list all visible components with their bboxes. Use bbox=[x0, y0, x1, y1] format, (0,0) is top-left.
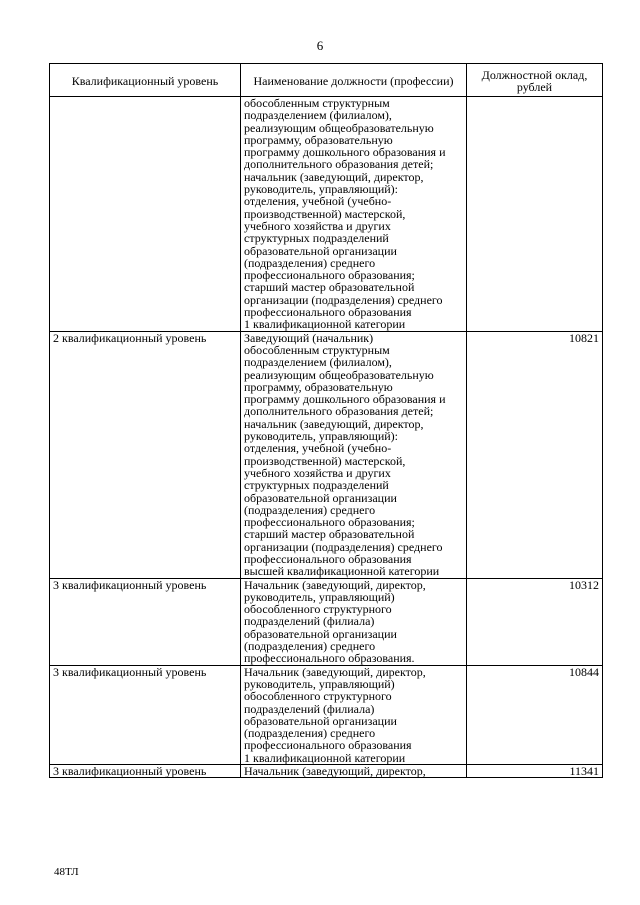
position-text-line: Начальник (заведующий, директор, bbox=[244, 577, 426, 592]
salary-cell: 10844 bbox=[467, 665, 603, 764]
position-text-line: профессионального образования bbox=[244, 551, 412, 566]
position-text-line: организации (подразделения) среднего bbox=[244, 292, 443, 307]
position-text-line: программу, образовательную bbox=[244, 379, 393, 394]
position-text-line: производственной) мастерской, bbox=[244, 206, 406, 221]
position-text-line: (подразделения) среднего bbox=[244, 726, 376, 741]
position-text-line: руководитель, управляющий): bbox=[244, 182, 399, 197]
salary-cell: 10821 bbox=[467, 331, 603, 578]
position-text-line: образовательной организации bbox=[244, 713, 397, 728]
qualification-level-cell: 2 квалификационный уровень bbox=[50, 331, 241, 578]
qualification-level-cell: 3 квалификационный уровень bbox=[50, 578, 241, 665]
position-text-line: начальник (заведующий, директор, bbox=[244, 169, 424, 184]
position-text-line: подразделений (филиала) bbox=[244, 614, 375, 629]
qualification-level-cell: 3 квалификационный уровень bbox=[50, 665, 241, 764]
position-text-line: обособленным структурным bbox=[244, 342, 390, 357]
position-text-line: профессионального образования; bbox=[244, 515, 415, 530]
position-text-line: производственной) мастерской, bbox=[244, 453, 406, 468]
position-text-line: профессионального образования bbox=[244, 305, 412, 320]
header-qualification-level: Квалификационный уровень bbox=[50, 64, 241, 97]
salary-table bbox=[49, 63, 603, 778]
position-name-cell bbox=[241, 665, 467, 764]
position-text-line: подразделением (филиалом), bbox=[244, 355, 392, 370]
qualification-level-cell: 3 квалификационный уровень bbox=[50, 765, 241, 778]
position-text-line: обособленным структурным bbox=[244, 96, 390, 110]
position-text-line: профессионального образования bbox=[244, 738, 412, 753]
table-header-row bbox=[50, 64, 603, 97]
position-text-line: 1 квалификационной категории bbox=[244, 750, 406, 765]
position-text-line: руководитель, управляющий) bbox=[244, 676, 395, 691]
position-text-line: дополнительного образования детей; bbox=[244, 157, 434, 172]
position-text-line: программу дошкольного образования и bbox=[244, 145, 446, 160]
position-text-line: структурных подразделений bbox=[244, 478, 389, 493]
position-text-line: профессионального образования; bbox=[244, 268, 415, 283]
table-row bbox=[50, 97, 603, 332]
salary-cell: 10312 bbox=[467, 578, 603, 665]
position-text-line: (подразделения) среднего bbox=[244, 255, 376, 270]
position-text-line: (подразделения) среднего bbox=[244, 639, 376, 654]
position-text-line: высшей квалификационной категории bbox=[244, 564, 440, 579]
position-text-line: 1 квалификационной категории bbox=[244, 317, 406, 332]
position-text-line: программу, образовательную bbox=[244, 132, 393, 147]
position-text-line: профессионального образования. bbox=[244, 651, 415, 666]
position-text-line: начальник (заведующий, директор, bbox=[244, 416, 424, 431]
position-text-line: Заведующий (начальник) bbox=[244, 330, 374, 345]
position-text-line: образовательной организации bbox=[244, 490, 397, 505]
table-row bbox=[50, 331, 603, 578]
position-text-line: образовательной организации bbox=[244, 626, 397, 641]
table-body bbox=[50, 97, 603, 778]
position-name-cell bbox=[241, 578, 467, 665]
position-text-line: структурных подразделений bbox=[244, 231, 389, 246]
position-text-line: обособленного структурного bbox=[244, 602, 392, 617]
qualification-level-cell bbox=[50, 97, 241, 332]
position-text-line: программу дошкольного образования и bbox=[244, 392, 446, 407]
table-row bbox=[50, 578, 603, 665]
salary-cell: 11341 bbox=[467, 765, 603, 778]
position-text-line: отделения, учебной (учебно- bbox=[244, 194, 392, 209]
position-text-line: дополнительного образования детей; bbox=[244, 404, 434, 419]
position-text-line: подразделением (филиалом), bbox=[244, 108, 392, 123]
position-text-line: старший мастер образовательной bbox=[244, 280, 415, 295]
table-row bbox=[50, 665, 603, 764]
salary-cell bbox=[467, 97, 603, 332]
position-text-line: старший мастер образовательной bbox=[244, 527, 415, 542]
position-text-line: учебного хозяйства и других bbox=[244, 218, 391, 233]
header-position-name: Наименование должности (профессии) bbox=[241, 64, 467, 97]
footer-code: 48ТЛ bbox=[54, 866, 79, 878]
position-text-line: образовательной организации bbox=[244, 243, 397, 258]
position-text-line: руководитель, управляющий): bbox=[244, 429, 399, 444]
position-name-cell bbox=[241, 765, 467, 778]
page-number: 6 bbox=[316, 38, 324, 53]
position-text-line: Начальник (заведующий, директор, bbox=[244, 764, 426, 779]
position-name-cell bbox=[241, 97, 467, 332]
position-text-line: организации (подразделения) среднего bbox=[244, 539, 443, 554]
position-text-line: отделения, учебной (учебно- bbox=[244, 441, 392, 456]
table-row bbox=[50, 765, 603, 778]
position-text-line: руководитель, управляющий) bbox=[244, 589, 395, 604]
position-text-line: Начальник (заведующий, директор, bbox=[244, 664, 426, 679]
position-text-line: обособленного структурного bbox=[244, 689, 392, 704]
position-text-line: реализующим общеобразовательную bbox=[244, 120, 434, 135]
position-text-line: (подразделения) среднего bbox=[244, 502, 376, 517]
position-text-line: подразделений (филиала) bbox=[244, 701, 375, 716]
position-name-cell bbox=[241, 331, 467, 578]
position-text-line: реализующим общеобразовательную bbox=[244, 367, 434, 382]
position-text-line: учебного хозяйства и других bbox=[244, 465, 391, 480]
header-salary: Должностной оклад, рублей bbox=[467, 64, 603, 97]
